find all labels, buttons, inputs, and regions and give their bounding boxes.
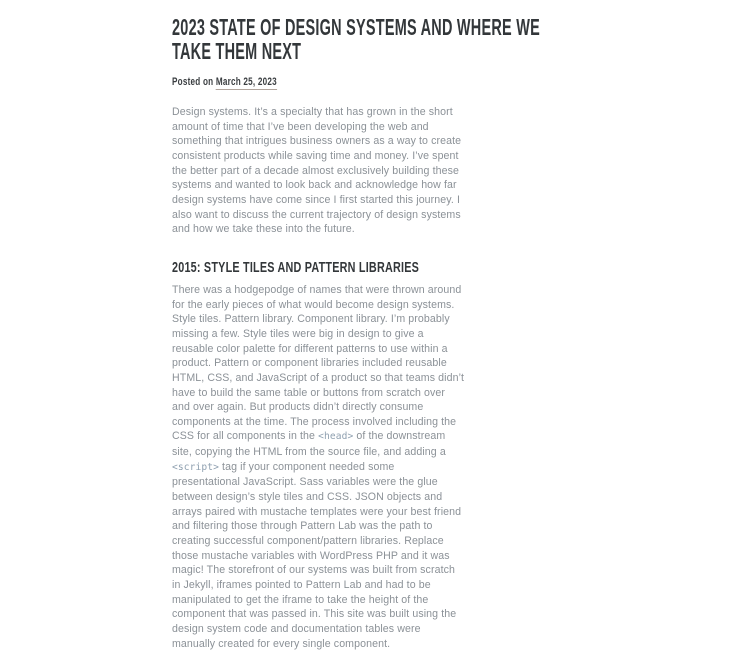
posted-on-label: Posted on <box>172 76 216 88</box>
section-heading-2015: 2015: STYLE TILES AND PATTERN LIBRARIES <box>172 258 420 276</box>
post-meta-line <box>172 76 277 88</box>
section-paragraph-text-3: tag if your component needed some presentational JavaScript. Sass variables were the glue between design’s style tiles and CSS. JSON objects and arrays paired with mustache templates were your best friend and filtering those through Pattern Lab was the path to creating successful component/pattern libraries. Replace those mustache variables with WordPress PHP and it was magic! The storefront of our systems was built from scratch in Jekyll, iframes pointed to Pattern Lab and had to be manipulated to get the iframe to take the height of the component that was passed in. This site was built using the design system code and documentation tables were manually created for every single component. <box>172 460 462 650</box>
post-date-link[interactable]: March 25, 2023 <box>215 76 277 88</box>
post-meta <box>172 72 578 86</box>
intro-paragraph: Design systems. It’s a specialty that has grown in the short amount of time that I’ve been developing the web and something that intrigues business owners as a way to create consistent products while saving time and money. I’ve spent the better part of a decade almost exclusively building these systems and wanted to look back and acknowledge how far design systems have come since I first started this journey. I also want to discuss the current trajectory of design systems and how we take these into the future. <box>172 106 462 236</box>
section-paragraph-text-2: of the downstream site, copying the HTML from the source file, and adding a <box>172 430 446 459</box>
section-paragraph <box>172 283 465 651</box>
blog-post-article <box>172 0 578 651</box>
head-tag-inline-code: <head> <box>318 431 354 443</box>
script-tag-inline-code: <script> <box>172 461 220 473</box>
section-paragraph-text-1: There was a hodgepodge of names that were thrown around for the early pieces of what would become design systems. Style tiles. Pattern library. Component library. I’m probably missing a few. Style tiles were big in design to give a reusable color palette for different patterns to use within a product. Pattern or component libraries included reusable HTML, CSS, and JavaScript of a product so that teams didn’t have to build the same table or buttons from scratch over and over again. But products didn’t directly consume components at the time. The process involved including the CSS for all components in the <box>172 283 465 443</box>
post-title: 2023 STATE OF DESIGN SYSTEMS AND WHERE WE TAKE THEM NEXT <box>172 14 540 64</box>
